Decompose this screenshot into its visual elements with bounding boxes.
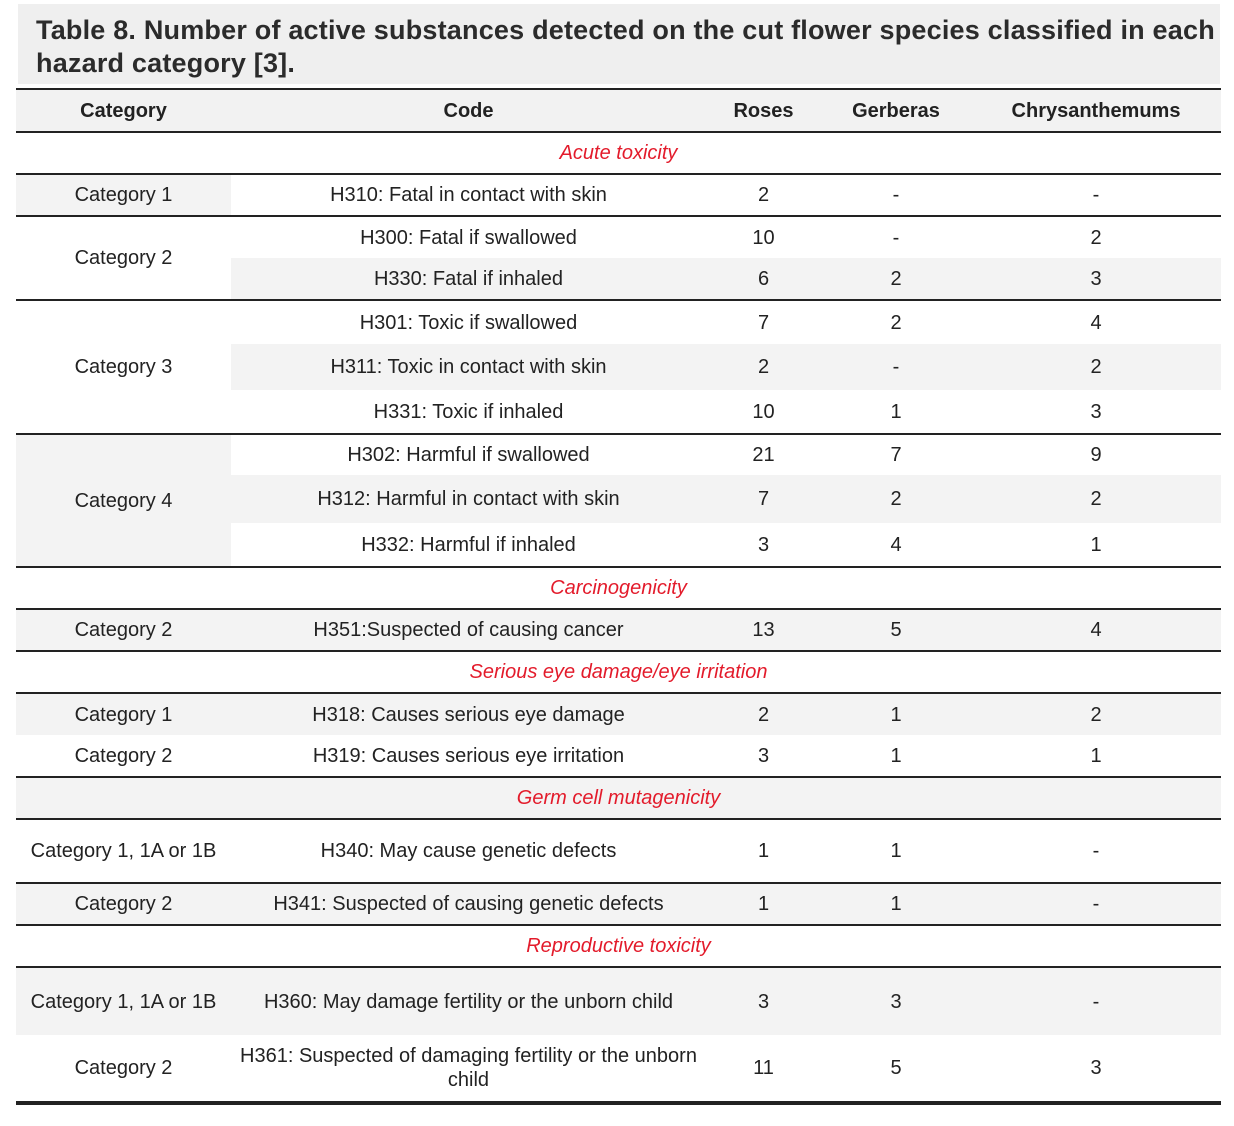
gerberas-cell: 5 xyxy=(890,1057,902,1079)
chrysanthemums-cell: 2 xyxy=(1090,488,1102,510)
chrysanthemums-cell: 1 xyxy=(1090,744,1102,767)
table-row xyxy=(16,300,1221,344)
chrysanthemums-cell: - xyxy=(1092,990,1100,1013)
category-cell: Category 1, 1A or 1B xyxy=(16,967,231,1035)
code-cell: H330: Fatal if inhaled xyxy=(373,267,563,290)
section-title: Acute toxicity xyxy=(559,142,678,164)
roses-cell: 7 xyxy=(757,311,770,334)
table-row xyxy=(16,1035,1221,1103)
chrysanthemums-cell: - xyxy=(1092,840,1100,862)
roses-cell: 3 xyxy=(757,990,770,1013)
category-cell: Category 4 xyxy=(16,434,231,567)
table-row xyxy=(16,883,1221,925)
category-cell: Category 1 xyxy=(16,693,231,735)
header-row xyxy=(16,89,1221,132)
chrysanthemums-cell: 1 xyxy=(1090,533,1102,556)
category-cell: Category 1 xyxy=(16,174,231,216)
gerberas-cell: 5 xyxy=(890,619,902,641)
roses-cell: 10 xyxy=(752,400,775,423)
header-gerberas: Gerberas xyxy=(852,99,940,122)
chrysanthemums-cell: 4 xyxy=(1090,311,1102,334)
section-header-carcinogenicity xyxy=(16,567,1221,609)
gerberas-cell: - xyxy=(892,184,900,206)
gerberas-cell: 4 xyxy=(890,533,902,556)
header-category: Category xyxy=(80,99,167,122)
category-cell: Category 1, 1A or 1B xyxy=(16,819,231,883)
category-cell: Category 2 xyxy=(16,216,231,300)
table-row xyxy=(16,967,1221,1035)
chrysanthemums-cell: 2 xyxy=(1090,703,1102,726)
code-cell: H300: Fatal if swallowed xyxy=(360,226,577,249)
chrysanthemums-cell: 3 xyxy=(1090,267,1102,290)
gerberas-cell: 1 xyxy=(890,893,902,915)
header-code: Code xyxy=(443,99,494,122)
table-row xyxy=(16,216,1221,258)
code-cell: H302: Harmful if swallowed xyxy=(347,444,590,466)
roses-cell: 3 xyxy=(757,744,770,767)
hazard-table xyxy=(16,88,1221,1105)
category-cell: Category 3 xyxy=(16,300,231,434)
table-row xyxy=(16,174,1221,216)
gerberas-cell: 3 xyxy=(890,990,902,1013)
table-row xyxy=(16,609,1221,651)
code-cell: H311: Toxic in contact with skin xyxy=(330,356,607,378)
table-row xyxy=(16,819,1221,883)
roses-cell: 1 xyxy=(757,840,770,862)
section-header-eye-damage xyxy=(16,651,1221,693)
gerberas-cell: - xyxy=(892,356,900,378)
chrysanthemums-cell: - xyxy=(1092,184,1100,206)
table-row xyxy=(16,735,1221,777)
category-cell: Category 2 xyxy=(16,883,231,925)
section-header-acute-toxicity xyxy=(16,132,1221,174)
roses-cell: 2 xyxy=(757,184,770,206)
roses-cell: 2 xyxy=(757,356,770,378)
category-cell: Category 2 xyxy=(16,1035,231,1103)
gerberas-cell: 1 xyxy=(890,744,902,767)
chrysanthemums-cell: 3 xyxy=(1090,1057,1102,1079)
chrysanthemums-cell: 2 xyxy=(1090,226,1102,249)
chrysanthemums-cell: 3 xyxy=(1090,400,1102,423)
roses-cell: 3 xyxy=(757,533,770,556)
section-header-reproductive-toxicity xyxy=(16,925,1221,967)
roses-cell: 1 xyxy=(757,893,770,915)
code-cell: H341: Suspected of causing genetic defects xyxy=(273,893,664,915)
table-row xyxy=(16,693,1221,735)
section-header-germ-cell xyxy=(16,777,1221,819)
code-cell: H318: Causes serious eye damage xyxy=(312,703,625,726)
section-title: Reproductive toxicity xyxy=(526,935,711,957)
gerberas-cell: 1 xyxy=(890,703,902,726)
table-row xyxy=(16,434,1221,475)
code-cell: H331: Toxic if inhaled xyxy=(373,400,564,423)
roses-cell: 6 xyxy=(757,267,770,290)
chrysanthemums-cell: - xyxy=(1092,893,1100,915)
code-cell: H312: Harmful in contact with skin xyxy=(317,488,620,510)
roses-cell: 21 xyxy=(752,444,775,466)
chrysanthemums-cell: 4 xyxy=(1090,619,1102,641)
gerberas-cell: 1 xyxy=(890,840,902,862)
gerberas-cell: 2 xyxy=(890,267,902,290)
code-cell: H351:Suspected of causing cancer xyxy=(313,619,624,641)
header-chrysanthemums: Chrysanthemums xyxy=(1011,99,1181,122)
table-caption: Table 8. Number of active substances detected on the cut flower species classified in each hazard category [3]. xyxy=(18,4,1220,84)
roses-cell: 10 xyxy=(752,226,775,249)
roses-cell: 11 xyxy=(753,1057,774,1079)
gerberas-cell: 1 xyxy=(890,400,902,423)
code-cell: H332: Harmful if inhaled xyxy=(361,533,576,556)
code-cell: H340: May cause genetic defects xyxy=(320,840,617,862)
roses-cell: 7 xyxy=(757,488,770,510)
gerberas-cell: 7 xyxy=(890,444,902,466)
code-cell: H310: Fatal in contact with skin xyxy=(330,184,607,206)
roses-cell: 13 xyxy=(752,619,775,641)
code-cell: H319: Causes serious eye irritation xyxy=(312,744,625,767)
gerberas-cell: - xyxy=(892,226,900,249)
chrysanthemums-cell: 9 xyxy=(1090,444,1102,466)
category-cell: Category 2 xyxy=(16,609,231,651)
section-title: Carcinogenicity xyxy=(550,577,687,599)
gerberas-cell: 2 xyxy=(890,311,902,334)
section-title: Serious eye damage/eye irritation xyxy=(469,661,768,683)
code-cell: H301: Toxic if swallowed xyxy=(359,311,578,334)
section-title: Germ cell mutagenicity xyxy=(516,787,721,809)
category-cell: Category 2 xyxy=(16,735,231,777)
roses-cell: 2 xyxy=(757,703,770,726)
code-cell: H361: Suspected of damaging fertility or the unborn child xyxy=(240,1045,697,1091)
code-cell: H360: May damage fertility or the unborn child xyxy=(263,990,674,1013)
header-roses: Roses xyxy=(733,99,794,122)
gerberas-cell: 2 xyxy=(890,488,902,510)
chrysanthemums-cell: 2 xyxy=(1090,356,1102,378)
